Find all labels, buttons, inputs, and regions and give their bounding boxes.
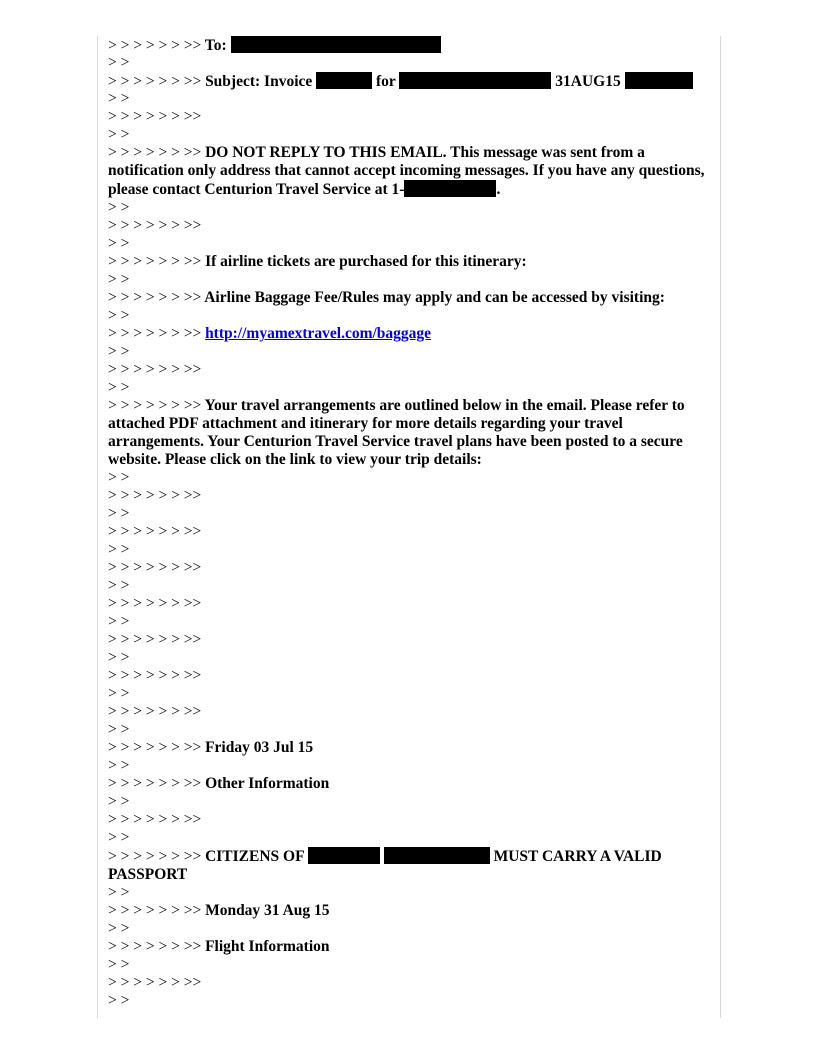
arrangements-text: Your travel arrangements are outlined below in the email. Please refer to attached PDF attachment and itinerary for more details regarding your travel arrangements. Your Centurion Travel Service travel plans have been posted to a secure website. Please click on the link to view your trip details: <box>108 397 685 468</box>
quote-line <box>108 126 708 144</box>
quote-marker: > > > > > > >> <box>108 974 202 991</box>
citizens-post: MUST CARRY A VALID PASSPORT <box>108 848 662 883</box>
quote-marker: > > <box>108 379 130 396</box>
quote-marker: > > > > > > >> <box>108 217 202 234</box>
subject-line <box>108 72 708 90</box>
quote-line <box>108 685 708 703</box>
quote-marker: > > <box>108 343 130 360</box>
quote-marker: > > > > > > >> <box>108 108 202 125</box>
quote-line <box>108 271 708 289</box>
tickets-line <box>108 253 708 271</box>
quote-line <box>108 469 708 487</box>
quote-line <box>108 703 708 721</box>
quote-marker: > > <box>108 613 130 630</box>
quote-marker: > > <box>108 793 130 810</box>
quote-line <box>108 505 708 523</box>
do-not-reply-text: DO NOT REPLY TO THIS EMAIL. This message was sent from a notification only address that cannot accept incoming messages. If you have any questions, please contact Centurion Travel Service at 1- <box>108 144 705 198</box>
quote-line <box>108 487 708 505</box>
quote-line <box>108 199 708 217</box>
quote-marker: > > > > > > >> <box>108 523 202 540</box>
quote-marker: > > <box>108 199 130 216</box>
subject-date: 31AUG15 <box>555 73 621 90</box>
quote-marker: > > > > > > >> <box>108 289 202 306</box>
quote-marker: > > > > > > >> <box>108 848 202 865</box>
quote-line <box>108 613 708 631</box>
subject-for: for <box>376 73 396 90</box>
quote-marker: > > > > > > >> <box>108 144 202 161</box>
quote-marker: > > <box>108 649 130 666</box>
quote-marker: > > <box>108 235 130 252</box>
quote-marker: > > <box>108 721 130 738</box>
quote-marker: > > > > > > >> <box>108 559 202 576</box>
quote-line <box>108 559 708 577</box>
quote-marker: > > > > > > >> <box>108 703 202 720</box>
arrangements-paragraph <box>108 397 708 469</box>
quote-line <box>108 235 708 253</box>
redaction-block <box>625 72 693 89</box>
quote-marker: > > <box>108 685 130 702</box>
quote-marker: > > > > > > >> <box>108 811 202 828</box>
quote-marker: > > <box>108 271 130 288</box>
quote-marker: > > <box>108 505 130 522</box>
quote-marker: > > <box>108 577 130 594</box>
quote-marker: > > <box>108 920 130 937</box>
other-info-heading: Other Information <box>205 775 330 792</box>
quote-marker: > > > > > > >> <box>108 631 202 648</box>
redaction-block <box>404 180 496 197</box>
quote-marker: > > > > > > >> <box>108 73 202 90</box>
quote-marker: > > > > > > >> <box>108 37 202 54</box>
tickets-text: If airline tickets are purchased for this itinerary: <box>205 253 527 270</box>
quote-line <box>108 343 708 361</box>
quote-line <box>108 757 708 775</box>
quote-marker: > > <box>108 884 130 901</box>
quote-marker: > > <box>108 757 130 774</box>
quote-marker: > > <box>108 469 130 486</box>
quote-line <box>108 90 708 108</box>
quote-marker: > > > > > > >> <box>108 595 202 612</box>
quote-line <box>108 884 708 902</box>
to-label: To: <box>204 37 227 54</box>
subject-label: Subject: Invoice <box>205 73 313 90</box>
baggage-line <box>108 289 708 307</box>
quote-marker: > > <box>108 956 130 973</box>
redaction-block <box>399 72 551 89</box>
date-line <box>108 902 708 920</box>
quote-line <box>108 667 708 685</box>
quote-line <box>108 379 708 397</box>
quote-line <box>108 361 708 379</box>
quote-line <box>108 523 708 541</box>
quote-line <box>108 577 708 595</box>
quote-marker: > > > > > > >> <box>108 325 202 342</box>
quote-line <box>108 920 708 938</box>
quote-line <box>108 54 708 72</box>
quote-marker: > > > > > > >> <box>108 487 202 504</box>
quote-line <box>108 974 708 992</box>
redaction-block <box>231 36 441 53</box>
date-text: Friday 03 Jul 15 <box>205 739 314 756</box>
quote-line <box>108 649 708 667</box>
quote-line <box>108 992 708 1010</box>
flight-info-line <box>108 938 708 956</box>
citizens-paragraph <box>108 847 708 884</box>
quote-line <box>108 829 708 847</box>
quote-marker: > > <box>108 992 130 1009</box>
quote-marker: > > <box>108 541 130 558</box>
quote-marker: > > > > > > >> <box>108 902 202 919</box>
do-not-reply-tail: . <box>496 181 501 198</box>
date-line <box>108 739 708 757</box>
flight-info-heading: Flight Information <box>205 938 330 955</box>
date-text: Monday 31 Aug 15 <box>205 902 330 919</box>
to-line <box>108 36 708 54</box>
quote-line <box>108 217 708 235</box>
redaction-block <box>384 847 490 864</box>
quote-line <box>108 631 708 649</box>
quote-line <box>108 721 708 739</box>
quote-marker: > > > > > > >> <box>108 775 202 792</box>
email-body <box>108 36 708 1010</box>
quote-marker: > > <box>108 307 130 324</box>
quote-marker: > > > > > > >> <box>108 938 202 955</box>
quote-line <box>108 595 708 613</box>
baggage-link-line <box>108 325 708 343</box>
quote-marker: > > > > > > >> <box>108 667 202 684</box>
quote-marker: > > > > > > >> <box>108 361 202 378</box>
quote-line <box>108 307 708 325</box>
baggage-text: Airline Baggage Fee/Rules may apply and can be accessed by visiting: <box>204 289 665 306</box>
quote-marker: > > > > > > >> <box>108 253 202 270</box>
redaction-block <box>316 72 372 89</box>
citizens-pre: CITIZENS OF <box>205 848 304 865</box>
quote-marker: > > <box>108 829 130 846</box>
quote-line <box>108 956 708 974</box>
quote-line <box>108 541 708 559</box>
quote-line <box>108 811 708 829</box>
quote-line <box>108 793 708 811</box>
quote-marker: > > <box>108 54 130 71</box>
baggage-link[interactable]: http://myamextravel.com/baggage <box>205 325 432 342</box>
quote-marker: > > <box>108 90 130 107</box>
quote-line <box>108 108 708 126</box>
quote-marker: > > > > > > >> <box>108 397 202 414</box>
other-info-line <box>108 775 708 793</box>
quote-marker: > > <box>108 126 130 143</box>
quote-marker: > > > > > > >> <box>108 739 202 756</box>
do-not-reply-paragraph <box>108 144 708 199</box>
redaction-block <box>308 847 380 864</box>
